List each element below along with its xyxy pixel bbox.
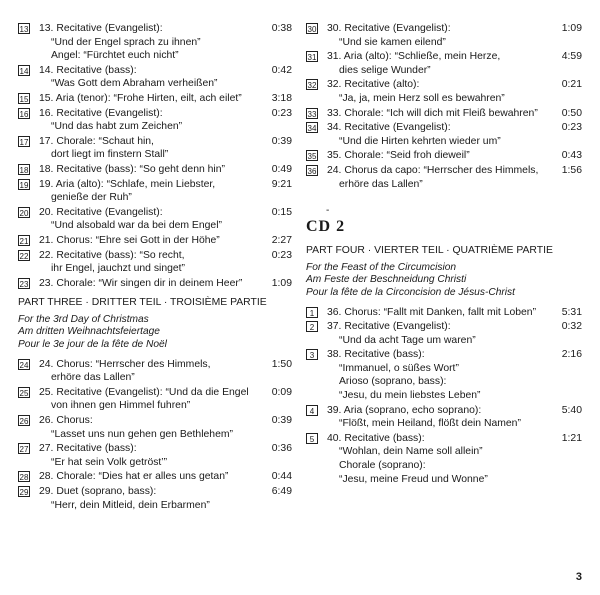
track-entry [18,107,292,134]
track-duration: 1:21 [561,432,582,444]
track-number-box: 18 [19,165,29,175]
track-text: 26. Chorus: [39,415,93,427]
track-duration: 0:36 [271,443,292,455]
track-entry [306,78,582,105]
track-number-box: 31 [307,53,317,63]
track-title [327,164,582,178]
track-subline [39,120,292,134]
track-number-box: 24 [19,360,29,370]
track-duration: 0:23 [271,249,292,261]
track-duration: 1:50 [271,358,292,370]
track-text: “Lasset uns nun gehen gen Bethlehem” [51,428,233,440]
track-title [39,277,292,291]
track-text: 19. Aria (alto): “Schlafe, mein Liebster, [39,178,216,190]
part-four-heading: PART FOUR · VIERTER TEIL · QUATRIÈME PARTIE [306,245,553,257]
track-text: 23. Chorale: “Wir singen dir in deinem Heer” [39,277,243,289]
track-text: erhöre das Lallen” [51,372,135,384]
track-number-box: 2 [306,321,318,332]
track-entry [18,249,292,276]
track-number-box: 34 [307,124,317,134]
track-duration: 0:38 [271,23,292,34]
track-subline [327,92,582,106]
track-entry [306,50,582,77]
track-text: 40. Recitative (bass): [327,432,425,444]
track-entry [306,121,582,148]
track-entry [18,470,292,484]
track-title [39,442,292,456]
track-text: 35. Chorale: “Seid froh dieweil” [327,150,470,162]
track-text: dies selige Wunder” [339,64,431,76]
track-subline [327,445,582,459]
track-entry [18,386,292,413]
track-duration: 2:27 [271,234,292,246]
part-three-sub-de: Am dritten Weihnachtsfeiertage [18,326,160,338]
track-subline [327,64,582,78]
track-duration: 6:49 [271,486,292,497]
track-subline [327,334,582,348]
track-title [39,234,292,248]
track-text: 30. Recitative (Evangelist): [327,23,451,34]
track-text: “Ja, ja, mein Herz soll es bewahren” [339,92,505,104]
track-text: 14. Recitative (bass): [39,64,137,76]
track-subline [39,219,292,233]
part-four-sub-en: For the Feast of the Circumcision [306,261,457,273]
track-subline [39,456,292,470]
track-number-box: 23 [19,279,29,289]
track-entry [306,432,582,486]
track-number-box: 26 [19,417,29,427]
track-subline [327,417,582,431]
track-subline [327,459,582,473]
track-text: 20. Recitative (Evangelist): [39,206,163,218]
track-text: 15. Aria (tenor): “Frohe Hirten, eilt, ach eilet” [39,92,242,104]
track-text: Arioso (soprano, bass): [339,376,447,388]
track-text: 24. Chorus: “Herrscher des Himmels, [39,358,211,370]
track-entry [18,442,292,469]
track-text: 16. Recitative (Evangelist): [39,107,163,119]
track-text: 21. Chorus: “Ehre sei Gott in der Höhe” [39,234,220,246]
track-subline [39,371,292,385]
track-text: ihr Engel, jauchzt und singet” [51,263,186,275]
track-text: “Und der Engel sprach zu ihnen” [51,36,201,48]
track-number-box: 3 [306,349,318,360]
track-duration: 1:09 [271,277,292,289]
track-text: 29. Duet (soprano, bass): [39,486,157,497]
track-title [327,78,582,92]
track-duration: 5:31 [561,306,582,318]
track-subline [327,375,582,389]
track-number-box: 5 [306,433,318,444]
page-number: 3 [575,571,582,583]
track-duration: 0:23 [561,122,582,134]
track-title [39,163,292,177]
track-subline [327,36,582,50]
track-text: 37. Recitative (Evangelist): [327,321,451,333]
track-entry [306,149,582,163]
left-column [18,22,292,513]
track-number-box: 21 [19,236,29,246]
track-entry [306,404,582,431]
track-number-box: 14 [19,66,29,76]
track-subline [327,362,582,376]
track-title [39,485,292,499]
track-text: Angel: “Fürchtet euch nicht” [51,50,179,62]
track-title [39,178,292,192]
track-duration: 0:42 [271,64,292,76]
track-duration: 0:15 [271,206,292,218]
track-text: “Und alsobald war da bei dem Engel” [51,220,222,232]
track-text: “Jesu, meine Freud und Wonne” [339,473,488,485]
track-title [39,107,292,121]
track-duration: 0:43 [561,150,582,162]
track-text: “Und sie kamen eilend” [339,36,446,48]
track-text: genieße der Ruh” [51,192,132,204]
track-subline [39,36,292,50]
track-list-part3-cont [306,22,582,191]
track-text: 18. Recitative (bass): “So geht denn hin” [39,163,225,175]
track-text: 28. Chorale: “Dies hat er alles uns getan” [39,471,229,483]
track-duration: 2:16 [561,349,582,361]
track-number-box: 33 [307,109,317,119]
track-title [39,386,292,400]
track-title [327,50,582,64]
track-number-box: 20 [19,208,29,218]
track-title [327,22,582,36]
right-column [306,22,582,487]
track-text: “Er hat sein Volk getröst’” [51,456,168,468]
track-title [39,414,292,428]
track-duration: 9:21 [271,178,292,190]
track-subline [327,389,582,403]
track-number-box: 19 [19,180,29,190]
track-subline [327,178,582,192]
track-duration: 3:18 [271,92,292,104]
track-duration: 0:09 [271,386,292,398]
track-title [39,22,292,36]
track-title [39,358,292,372]
track-list-part3 [18,358,292,513]
part-three-sub-en: For the 3rd Day of Christmas [18,313,149,325]
track-title [39,249,292,263]
track-text: 13. Recitative (Evangelist): [39,23,163,34]
track-number-box: 27 [19,445,29,455]
track-number-box: 15 [19,94,29,104]
cd-label: CD 2 [306,218,346,236]
track-title [39,470,292,484]
track-entry [18,22,292,63]
track-text: erhöre das Lallen” [339,178,423,190]
track-entry [18,414,292,441]
track-entry [18,178,292,205]
track-text: “Flößt, mein Heiland, flößt dein Namen” [339,418,521,430]
track-entry [18,234,292,248]
track-entry [306,348,582,402]
track-title [327,348,582,362]
track-text: 25. Recitative (Evangelist): “Und da die Engel [39,386,249,398]
track-entry [18,206,292,233]
track-text: 34. Recitative (Evangelist): [327,122,451,134]
track-duration: 0:32 [561,321,582,333]
track-entry [306,107,582,121]
track-number-box: 4 [306,405,318,416]
track-entry [306,306,582,320]
track-entry [18,485,292,512]
track-number-box: 1 [306,307,318,318]
track-subline [327,135,582,149]
track-duration: 0:49 [271,163,292,175]
track-subline [39,499,292,513]
track-title [327,121,582,135]
track-subline [39,428,292,442]
track-text: “Und das habt zum Zeichen” [51,121,183,133]
track-entry [18,277,292,291]
track-duration: 1:09 [561,23,582,34]
track-number-box: 22 [19,251,29,261]
track-subline [327,473,582,487]
track-title [39,206,292,220]
part-four-sub-fr: Pour la fête de la Circoncision de Jésus-Christ [306,286,515,298]
track-text: 31. Aria (alto): “Schließe, mein Herze, [327,51,501,63]
track-number-box: 35 [307,152,317,162]
track-number-box: 30 [307,25,317,34]
track-text: von ihnen gen Himmel fuhren” [51,400,191,412]
track-entry [18,163,292,177]
track-entry [306,22,582,49]
track-title [39,64,292,78]
track-entry [18,358,292,385]
track-duration: 1:56 [561,164,582,176]
track-list-part2 [18,22,292,290]
cd-dash: - [326,205,330,217]
track-text: 38. Recitative (bass): [327,349,425,361]
track-list-part4 [306,306,582,487]
track-title [327,107,582,121]
track-duration: 0:23 [271,107,292,119]
track-title [39,92,292,106]
track-title [327,320,582,334]
track-text: 17. Chorale: “Schaut hin, [39,135,154,147]
track-entry [18,64,292,91]
track-duration: 0:21 [561,79,582,91]
track-number-box: 13 [19,25,29,34]
track-title [327,306,582,320]
track-number-box: 36 [307,166,317,176]
track-duration: 0:44 [271,471,292,483]
track-number-box: 32 [307,81,317,91]
track-text: Chorale (soprano): [339,460,426,472]
track-duration: 0:39 [271,135,292,147]
track-text: 32. Recitative (alto): [327,79,420,91]
track-subline [39,262,292,276]
track-number-box: 28 [19,473,29,483]
track-text: “Wohlan, dein Name soll allein” [339,446,483,458]
track-duration: 0:50 [561,107,582,119]
track-text: “Herr, dein Mitleid, dein Erbarmen” [51,499,210,511]
track-text: 27. Recitative (bass): [39,443,137,455]
track-number-box: 16 [19,109,29,119]
track-duration: 5:40 [561,404,582,416]
track-text: 24. Chorus da capo: “Herrscher des Himmels, [327,164,539,176]
track-entry [18,135,292,162]
track-text: “Immanuel, o süßes Wort” [339,362,459,374]
track-duration: 4:59 [561,51,582,63]
track-title [39,135,292,149]
track-entry [306,320,582,347]
track-text: 33. Chorale: “Ich will dich mit Fleiß bewahren” [327,107,538,119]
part-three-heading: PART THREE · DRITTER TEIL · TROISIÈME PARTIE [18,297,267,309]
track-number-box: 17 [19,137,29,147]
track-text: “Und da acht Tage um waren” [339,334,476,346]
track-subline [39,148,292,162]
track-subline [39,191,292,205]
track-number-box: 25 [19,388,29,398]
track-subline [39,399,292,413]
track-duration: 0:39 [271,415,292,427]
track-title [327,432,582,446]
track-text: dort liegt im finstern Stall” [51,149,169,161]
track-text: “Und die Hirten kehrten wieder um” [339,135,501,147]
part-four-sub-de: Am Feste der Beschneidung Christi [306,274,467,286]
track-title [327,404,582,418]
track-number-box: 29 [19,488,29,497]
track-title [327,149,582,163]
track-text: “Jesu, du mein liebstes Leben” [339,390,481,402]
track-subline [39,77,292,91]
track-subline [39,49,292,63]
track-entry [18,92,292,106]
track-text: 36. Chorus: “Fallt mit Danken, fallt mit Loben” [327,306,537,318]
track-entry [306,164,582,191]
track-text: 22. Recitative (bass): “So recht, [39,249,185,261]
part-three-sub-fr: Pour le 3e jour de la fête de Noël [18,339,167,351]
track-text: “Was Gott dem Abraham verheißen” [51,78,218,90]
track-text: 39. Aria (soprano, echo soprano): [327,404,482,416]
